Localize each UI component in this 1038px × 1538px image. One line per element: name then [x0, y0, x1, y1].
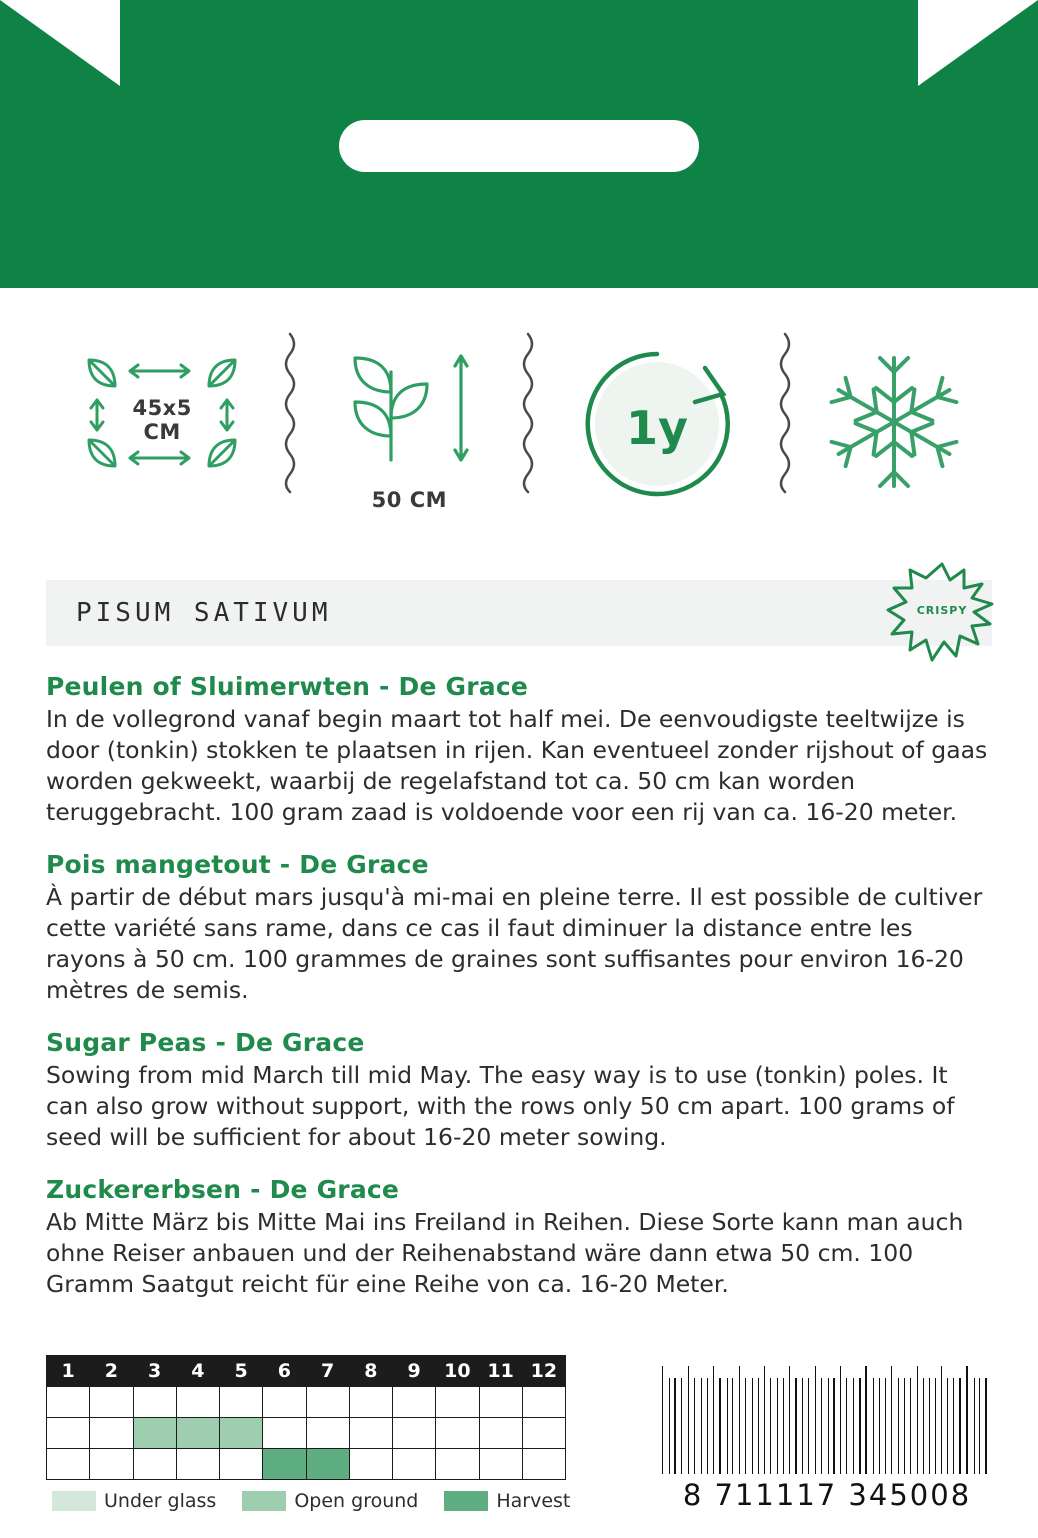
calendar-month-2: 2 — [90, 1356, 133, 1387]
icon-row — [0, 288, 1038, 556]
annual-cycle-label: 1y — [625, 401, 688, 455]
latin-name-bar — [46, 580, 992, 646]
barcode — [662, 1366, 992, 1512]
instruction-title-de: Zuckererbsen - De Grace — [46, 1175, 400, 1205]
calendar-cell — [133, 1449, 176, 1480]
calendar-month-header — [47, 1356, 566, 1387]
divider-wavy-1 — [278, 332, 302, 512]
calendar-cell — [47, 1418, 90, 1449]
calendar-cell — [479, 1387, 522, 1418]
calendar-legend — [46, 1490, 606, 1512]
calendar-month-10: 10 — [436, 1356, 479, 1387]
packet-header — [0, 0, 1038, 288]
calendar-cell — [479, 1418, 522, 1449]
header-notch-right — [918, 0, 1038, 86]
calendar-cell — [306, 1449, 349, 1480]
calendar-cell — [133, 1418, 176, 1449]
calendar-row — [47, 1387, 566, 1418]
plant-height-icon — [329, 332, 489, 482]
calendar-month-12: 12 — [522, 1356, 565, 1387]
calendar-cell — [436, 1449, 479, 1480]
calendar-month-1: 1 — [47, 1356, 90, 1387]
calendar-month-4: 4 — [176, 1356, 219, 1387]
calendar-row — [47, 1418, 566, 1449]
calendar-cell — [393, 1418, 436, 1449]
calendar-row — [47, 1449, 566, 1480]
instruction-block-de — [46, 1175, 992, 1300]
calendar-cell — [393, 1387, 436, 1418]
calendar-cell — [263, 1449, 306, 1480]
calendar-cell — [479, 1449, 522, 1480]
calendar-cell — [393, 1449, 436, 1480]
hang-hole — [339, 120, 699, 172]
legend-label-harvest: Harvest — [496, 1490, 571, 1512]
calendar-cell — [90, 1418, 133, 1449]
instructions — [0, 646, 1038, 1300]
calendar-cell — [522, 1418, 565, 1449]
legend-item-harvest — [444, 1490, 570, 1512]
calendar-cell — [176, 1418, 219, 1449]
calendar-cell — [436, 1418, 479, 1449]
calendar-month-3: 3 — [133, 1356, 176, 1387]
instruction-block-nl — [46, 672, 992, 828]
calendar-month-6: 6 — [263, 1356, 306, 1387]
snowflake-icon — [814, 342, 974, 502]
calendar-month-5: 5 — [220, 1356, 263, 1387]
calendar-cell — [522, 1449, 565, 1480]
calendar-cell — [522, 1387, 565, 1418]
plant-spacing-label-line2: CM — [143, 420, 181, 444]
annual-cycle-cell — [540, 332, 772, 512]
calendar-cell — [176, 1449, 219, 1480]
header-notch-left — [0, 0, 120, 86]
legend-swatch-open — [242, 1491, 286, 1511]
instruction-title-nl: Peulen of Sluimerwten - De Grace — [46, 672, 529, 701]
calendar-cell — [220, 1449, 263, 1480]
calendar-cell — [306, 1418, 349, 1449]
legend-item-open — [242, 1490, 418, 1512]
instruction-title-fr: Pois mangetout - De Grace — [46, 850, 429, 880]
instruction-block-en — [46, 1028, 992, 1153]
calendar-month-9: 9 — [393, 1356, 436, 1387]
plant-height-label: 50 CM — [371, 487, 447, 512]
legend-label-open: Open ground — [294, 1490, 419, 1512]
legend-swatch-glass — [52, 1491, 96, 1511]
plant-spacing-label-line1: 45x5 — [132, 395, 192, 420]
calendar-month-7: 7 — [306, 1356, 349, 1387]
instruction-body-nl: In de vollegrond vanaf begin maart tot half mei. De eenvoudigste teeltwijze is door (tonkin) stokken te plaatsen in rijen. Kan eventueel zonder rijshout of gaas worden gekweekt, waarbij de regelafstand tot ca. 50 cm kan worden teruggebracht. 100 gram zaad is voldoende voor een rij van ca. 16-20 meter. — [46, 705, 988, 827]
instruction-body-de: Ab Mitte März bis Mitte Mai ins Freiland in Reihen. Diese Sorte kann man auch ohne Reiser anbauen und der Reihenabstand wäre dann etwa 50 cm. 100 Gramm Saatgut reicht für eine Reihe von ca. 16-20 Meter. — [46, 1208, 964, 1299]
legend-swatch-harvest — [444, 1491, 488, 1511]
calendar-cell — [220, 1418, 263, 1449]
calendar-cell — [47, 1387, 90, 1418]
divider-wavy-2 — [516, 332, 540, 512]
calendar-cell — [176, 1387, 219, 1418]
annual-cycle-icon — [567, 332, 747, 512]
instruction-title-en: Sugar Peas - De Grace — [46, 1028, 365, 1058]
calendar-month-11: 11 — [479, 1356, 522, 1387]
sowing-calendar — [46, 1355, 606, 1512]
calendar-cell — [263, 1418, 306, 1449]
calendar-cell — [133, 1387, 176, 1418]
calendar-cell — [349, 1418, 392, 1449]
crispy-badge-label: CRISPY — [916, 604, 968, 617]
legend-label-glass: Under glass — [104, 1490, 217, 1512]
plant-spacing-cell — [46, 338, 278, 506]
frost-tolerance-cell — [797, 342, 992, 502]
crispy-badge — [886, 560, 998, 664]
calendar-cell — [263, 1387, 306, 1418]
calendar-month-8: 8 — [349, 1356, 392, 1387]
calendar-cell — [306, 1387, 349, 1418]
barcode-number: 8 711117 345008 — [682, 1478, 972, 1512]
plant-height-cell — [302, 332, 516, 512]
calendar-cell — [349, 1387, 392, 1418]
calendar-cell — [90, 1387, 133, 1418]
packet-footer — [0, 1355, 1038, 1512]
divider-wavy-3 — [773, 332, 797, 512]
calendar-cell — [90, 1449, 133, 1480]
instruction-body-fr: À partir de début mars jusqu'à mi-mai en pleine terre. Il est possible de cultiver cette variété sans rame, dans ce cas il faut diminuer la distance entre les rayons à 50 cm. 100 grammes de graines sont suffisantes pour environ 16-20 mètres de semis. — [46, 883, 983, 1005]
calendar-cell — [220, 1387, 263, 1418]
sowing-calendar-table — [46, 1355, 566, 1480]
instruction-block-fr — [46, 850, 992, 1006]
barcode-bars — [662, 1366, 992, 1474]
calendar-cell — [349, 1449, 392, 1480]
latin-name: PISUM SATIVUM — [76, 598, 332, 628]
calendar-cell — [47, 1449, 90, 1480]
instruction-body-en: Sowing from mid March till mid May. The easy way is to use (tonkin) poles. It can also grow without support, with the rows only 50 cm apart. 100 grams of seed will be sufficient for about 16-20 meter sowing. — [46, 1061, 955, 1152]
calendar-cell — [436, 1387, 479, 1418]
legend-item-glass — [52, 1490, 216, 1512]
